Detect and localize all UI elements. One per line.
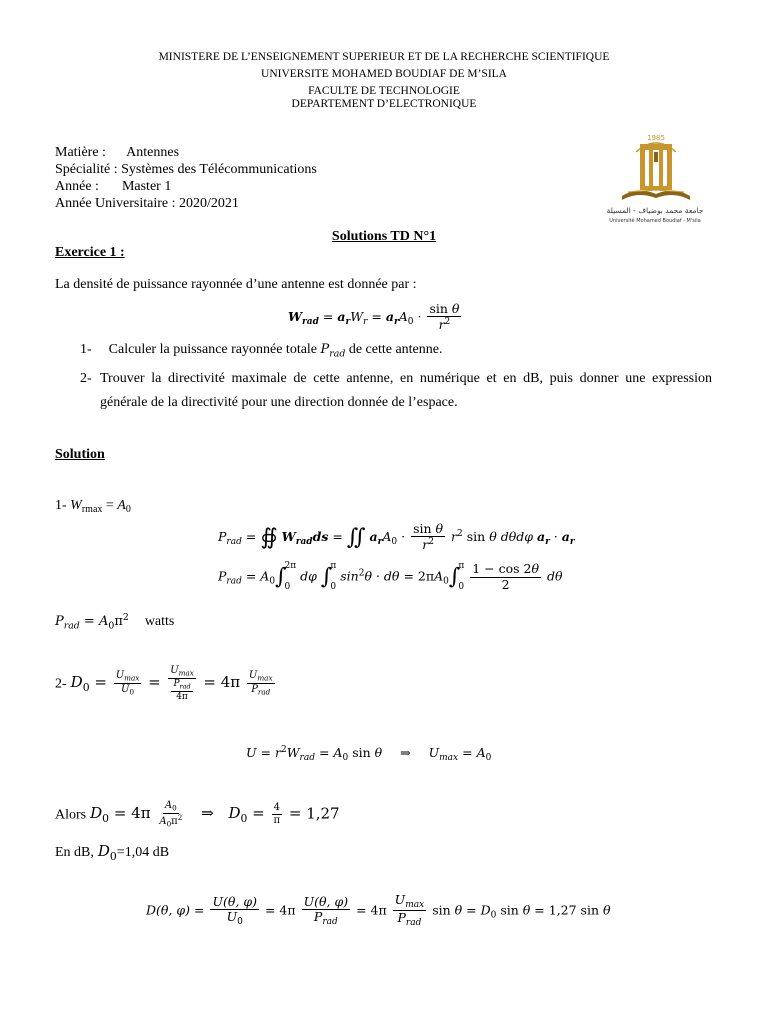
specialite-label: Spécialité : [55,162,118,177]
logo-arabic-name: جامعة محمد بوضياف - المسيلة [606,206,704,215]
step-2-prefix: 2- [55,676,67,692]
university-logo-icon [598,130,712,226]
annee-univ-label: Année Universitaire : [55,196,176,211]
annee-label: Année : [55,179,99,194]
d0-db-result: En dB, $D_0=1,04$ dB [55,842,170,863]
solution-heading: Solution [55,447,105,462]
directivity-definition: 2- $D_0$ = $\frac{U_{max}}{U_0}$ = $\frac{U_{max}}{\frac{P_{rad}}{4\pi}}$ = 4π $\frac{U_{max}}{P_{rad}}$ [55,665,273,702]
department-line: DEPARTEMENT D’ELECTRONIQUE [291,98,477,110]
ministry-line: MINISTERE DE L’ENSEIGNEMENT SUPERIEUR ET DE LA RECHERCHE SCIENTIFIQUE [158,51,610,63]
logo-year: 1985 [647,134,665,142]
en-db-label: En dB, [55,845,94,860]
annee-row [55,179,171,195]
d0-numeric-result: Alors $D_0 = 4\pi$ $\frac{A_0}{A_0\pi^2}$ ⇒ $D_0$ = $\frac{4}{\pi}$ = 1,27 [55,800,340,829]
question-2-text: Trouver la directivité maximale de cette antenne, en numérique et en dB, puis donner une expression générale de la directivité pour une direction donnée de l’espace. [100,371,712,410]
d0-value: 1,27 [306,804,340,823]
watts-unit: watts [144,614,175,630]
db-value: =1,04 dB [116,845,170,860]
exercise-intro: La densité de puissance rayonnée d’une antenne est donnée par : [55,277,417,292]
step-1-prefix: 1- [55,498,67,513]
annee-univ-value: 2020/2021 [179,196,239,211]
specialite-row [55,162,317,178]
question-2 [80,367,712,415]
step-1-line: 1- $W_{rmax} = A_0$ [55,498,131,515]
question-1-number: 1- [80,342,92,357]
alors-word: Alors [55,807,87,823]
specialite-value: Systèmes des Télécommunications [121,162,317,177]
question-1-text-a: Calculer la puissance rayonnée totale [108,342,318,357]
power-density-equation: $W_{rad} = a_rW_r = a_rA_0$ · $\frac{\text{sin θ}}{r^2}$ [288,301,460,333]
prad-evaluated-equation: $P_{rad} = A_0\int$ 2π 0 dφ ∫ π 0 $\sin^2\theta \cdot d\theta = 2\pi A_0\int$ π 0 $\frac{1 - \cos 2\theta}{2}$ dθ [218,561,563,592]
logo-latin-name: Université Mohamed Boudiaf - M'sila [609,218,701,224]
general-directivity-equation: D(θ, φ) = $\frac{U(\theta, \varphi)}{U_0}$ = 4π $\frac{U(\theta, \varphi)}{P_{rad}}$ = 4π $\frac{U_{max}}{P_{rad}}$ $\sin \theta = D_0$ sin θ = 1,27 sin θ [146,892,611,929]
matiere-label: Matière : [55,145,106,160]
question-1-text-b: de cette antenne. [348,342,443,357]
annee-univ-row [55,196,239,212]
university-line: UNIVERSITE MOHAMED BOUDIAF DE M’SILA [261,68,507,80]
question-2-number: 2- [80,371,92,386]
prad-result: $P_{rad} = A_0\pi^2$ watts [55,612,175,632]
question-1: 1- Calculer la puissance rayonnée totale $P_{rad}$ de cette antenne. [80,342,443,360]
document-title: Solutions TD N°1 [331,229,437,244]
radiation-intensity-equation: $U = r^2W_{rad} = A_0$ sin θ ⇒ $U_{max} = A_0$ [246,745,492,764]
university-logo [598,130,712,226]
matiere-row [55,145,179,161]
faculty-line: FACULTE DE TECHNOLOGIE [308,85,460,97]
prad-integral-equation: $P_{rad}$ = ∯ $W_{rad}ds$ = ∬ $a_rA_0$ · $\frac{\text{sin θ}}{r^2}$ $r^2$ sin θ dθdφ $a_r \cdot a_r$ [218,521,575,553]
exercise-heading: Exercice 1 : [55,245,125,260]
matiere-value: Antennes [126,145,180,160]
annee-value: Master 1 [121,179,172,194]
